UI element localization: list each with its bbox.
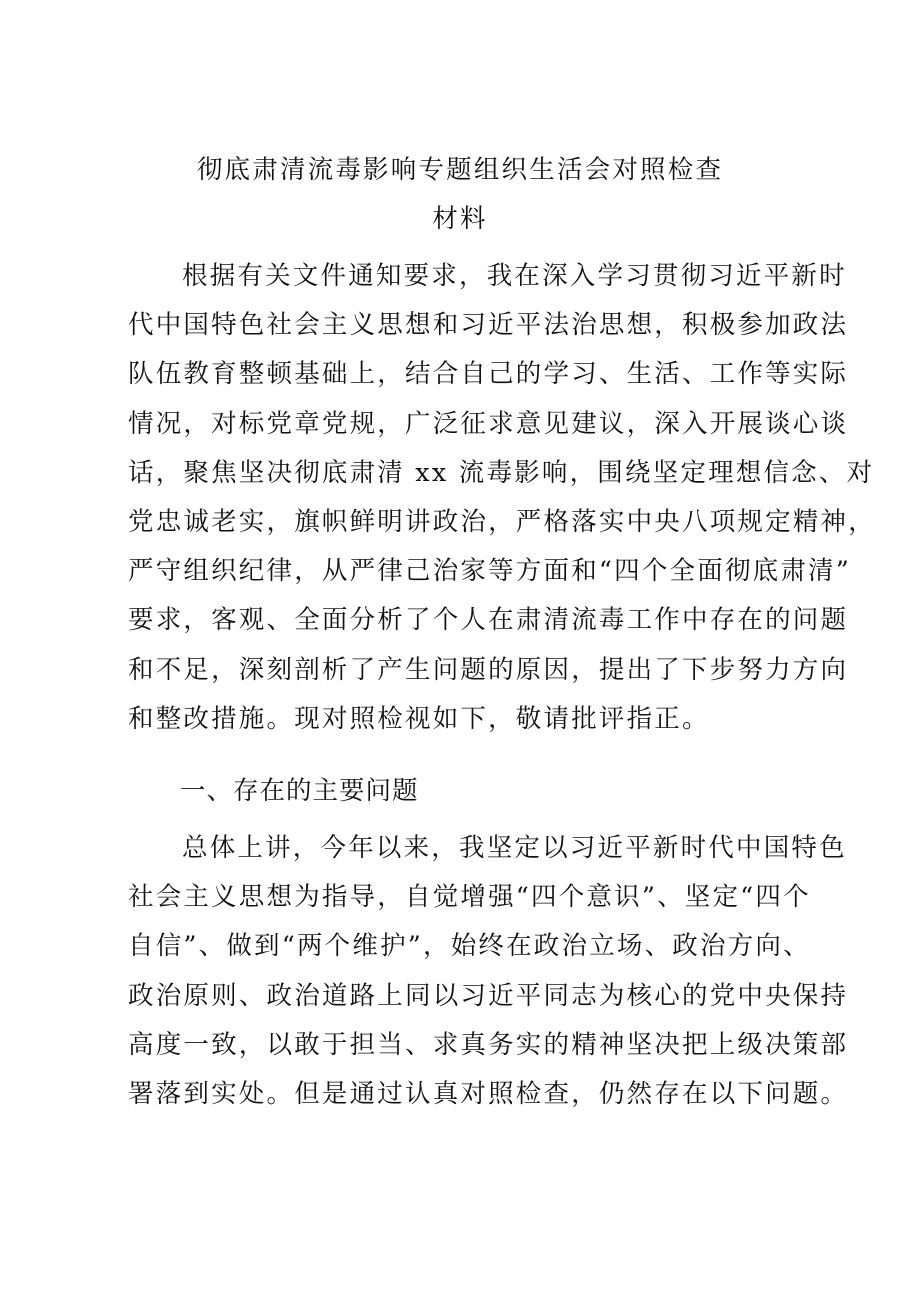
- paragraph-line: 和不足，深刻剖析了产生问题的原因，提出了下步努力方向: [128, 654, 849, 685]
- paragraph-line: 党忠诚老实，旗帜鲜明讲政治，严格落实中央八项规定精神，: [128, 507, 876, 538]
- summary-paragraph: [128, 824, 849, 1119]
- paragraph-line: 代中国特色社会主义思想和习近平法治思想，积极参加政法: [128, 310, 849, 341]
- title-line-1: 彻底肃清流毒影响专题组织生活会对照检查: [196, 155, 724, 185]
- paragraph-line: 高度一致，以敢于担当、求真务实的精神坚决把上级决策部: [128, 1029, 849, 1060]
- paragraph-line: 政治原则、政治道路上同以习近平同志为核心的党中央保持: [128, 980, 849, 1011]
- paragraph-line: 要求，客观、全面分析了个人在肃清流毒工作中存在的问题: [128, 605, 849, 636]
- intro-paragraph: [128, 252, 876, 744]
- document-title: [95, 146, 825, 244]
- paragraph-line: 署落到实处。但是通过认真对照检查，仍然存在以下问题。: [128, 1079, 849, 1110]
- paragraph-line: 和整改措施。现对照检视如下，敬请批评指正。: [128, 703, 710, 734]
- paragraph-line: 情况，对标党章党规，广泛征求意见建议，深入开展谈心谈: [128, 408, 849, 439]
- paragraph-line: 社会主义思想为指导，自觉增强“四个意识”、坚定“四个: [128, 882, 811, 913]
- title-line-2: 材料: [432, 204, 488, 235]
- section-heading: 一、存在的主要问题: [180, 776, 419, 806]
- paragraph-line: 总体上讲，今年以来，我坚定以习近平新时代中国特色: [182, 833, 847, 863]
- paragraph-line: 自信”、做到“两个维护”，始终在政治立场、政治方向、: [128, 931, 811, 962]
- paragraph-line: 根据有关文件通知要求，我在深入学习贯彻习近平新时: [182, 261, 847, 291]
- paragraph-line: 队伍教育整顿基础上，结合自己的学习、生活、工作等实际: [128, 359, 849, 390]
- paragraph-line: 严守组织纪律，从严律己治家等方面和“四个全面彻底肃清”: [128, 556, 851, 587]
- paragraph-line: 话，聚焦坚决彻底肃清 xx 流毒影响，围绕坚定理想信念、对: [128, 457, 875, 488]
